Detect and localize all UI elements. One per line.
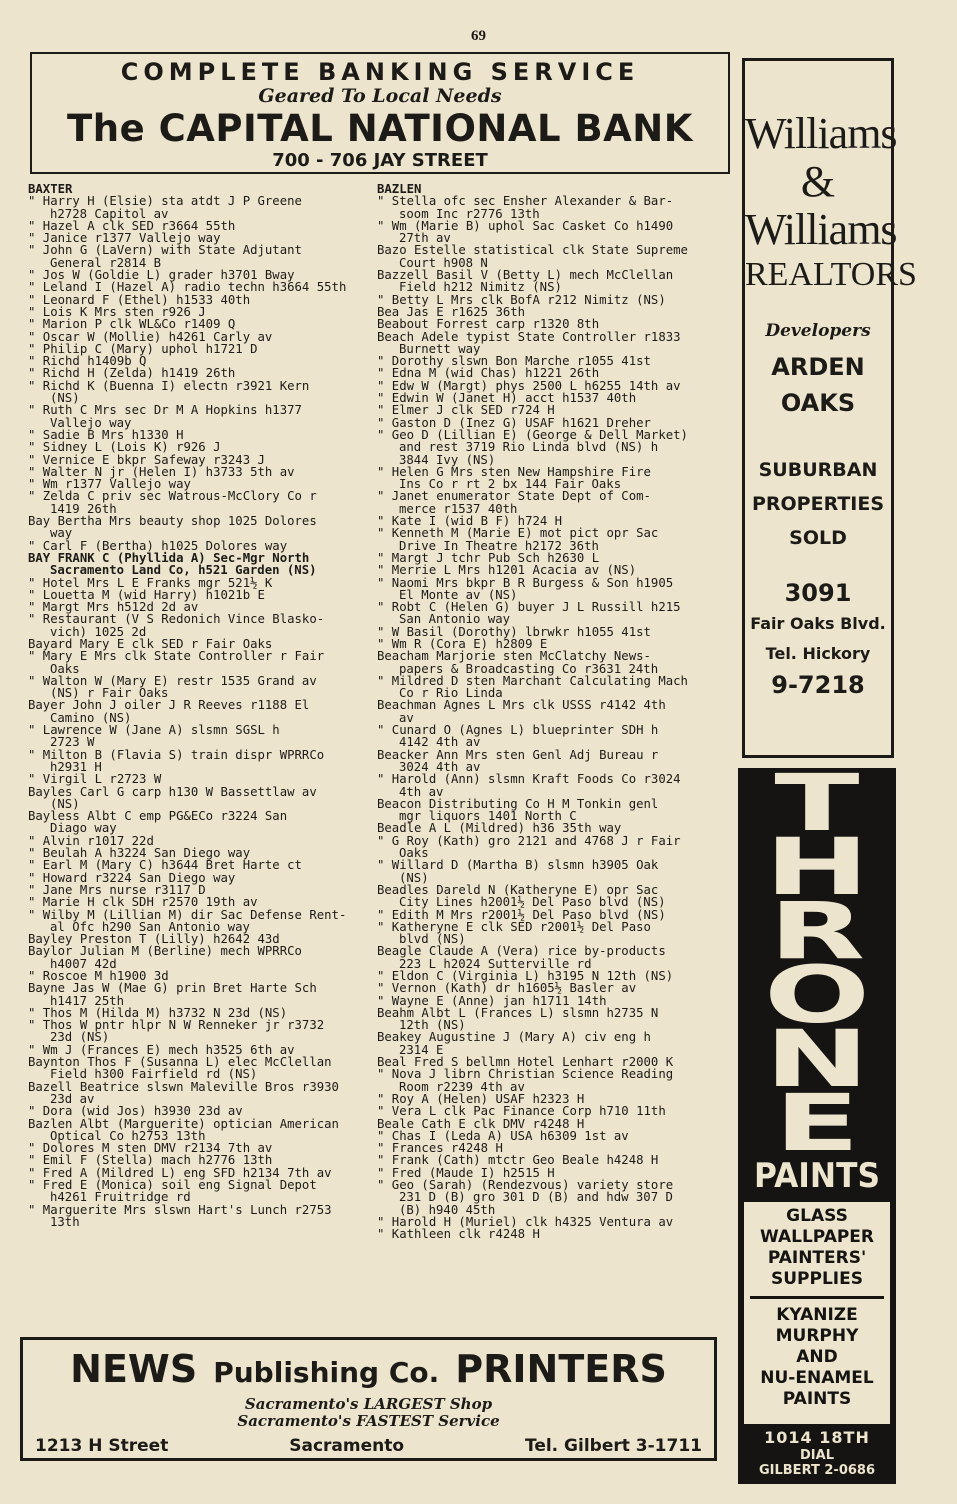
directory-line: Beabout Forrest carp r1320 8th: [377, 317, 600, 332]
directory-line: Beale Cath E clk DMV r4248 H: [377, 1116, 585, 1131]
directory-line: " Chas I (Leda A) USA h6309 1st av: [377, 1128, 629, 1143]
throne-wallpaper: WALLPAPER: [759, 1227, 875, 1247]
realtor-ampersand: &: [800, 157, 836, 206]
realtor-phone: 9-7218: [771, 671, 865, 699]
throne-letter: H: [764, 823, 870, 913]
realtor-name-1: Williams: [745, 109, 897, 158]
printers-footer: [35, 1435, 702, 1457]
directory-line: " Katheryne E clk SED r2001½ Del Paso: [377, 919, 651, 934]
directory-line: Vallejo way: [50, 415, 132, 430]
directory-line: Bea Jas E r1625 36th: [377, 304, 526, 319]
directory-line: " Janet enumerator State Dept of Com-: [377, 489, 651, 504]
directory-line: General r2814 B: [50, 255, 162, 270]
directory-line: " Kenneth M (Marie E) mot pict opr Sac: [377, 526, 659, 541]
directory-line: Beahm Albt L (Frances L) slsmn h2735 N: [377, 1005, 659, 1020]
directory-line: merce r1537 40th: [399, 501, 518, 516]
directory-line: Camino (NS): [50, 710, 132, 725]
directory-line: Bayles Carl G carp h130 W Bassettlaw av: [28, 784, 317, 799]
directory-line: " Wm R (Cora E) h2809 E: [377, 636, 548, 651]
directory-line: 1419 26th: [50, 501, 117, 516]
throne-and: AND: [796, 1347, 838, 1367]
directory-line: (NS) r Fair Oaks: [50, 686, 169, 701]
directory-line: 2723 W: [50, 735, 95, 750]
directory-line: 23d (NS): [50, 1030, 110, 1045]
directory-line: " Wilby M (Lillian M) dir Sac Defense Rent-: [28, 907, 347, 922]
directory-line: " Carl F (Bertha) h1025 Dolores way: [28, 538, 288, 553]
directory-line: " Ruth C Mrs sec Dr M A Hopkins h1377: [28, 403, 302, 418]
directory-line: " Geo (Sarah) (Rendezvous) variety store: [377, 1178, 674, 1193]
directory-line: " Edna M (wid Chas) h1221 26th: [377, 366, 600, 381]
directory-line: " Zelda C priv sec Watrous-McClory Co r: [28, 489, 317, 504]
directory-line: " Marguerite Mrs slswn Hart's Lunch r2753: [28, 1202, 332, 1217]
directory-line: blvd (NS): [399, 932, 466, 947]
directory-line: " Lois K Mrs sten r926 J: [28, 304, 206, 319]
directory-line: " Wm r1377 Vallejo way: [28, 477, 191, 492]
directory-line: Bay Bertha Mrs beauty shop 1025 Dolores: [28, 514, 317, 529]
printers-tagline-2: Sacramento's FASTEST Service: [237, 1412, 500, 1430]
directory-line: " Hazel A clk SED r3664 55th: [28, 218, 236, 233]
directory-line: soom Inc r2776 13th: [399, 206, 540, 221]
directory-line: " Harry H (Elsie) sta atdt J P Greene: [28, 194, 302, 209]
directory-line: " Fred A (Mildred L) eng SFD h2134 7th av: [28, 1165, 332, 1180]
directory-line: " Merrie L Mrs h1201 Acacia av (NS): [377, 563, 637, 578]
directory-line: " Roscoe M h1900 3d: [28, 969, 169, 983]
directory-line: Field h212 Nimitz (NS): [399, 280, 562, 295]
directory-line: " Sadie B Mrs h1330 H: [28, 427, 184, 442]
directory-line: " Edw W (Margt) phys 2500 L h6255 14th av: [377, 378, 681, 393]
throne-address: 1014 18TH: [764, 1428, 870, 1447]
directory-line: al Ofc h290 San Antonio way: [50, 919, 250, 934]
realtor-title: REALTORS: [745, 256, 917, 293]
directory-line: " Harold (Ann) slsmn Kraft Foods Co r3024: [377, 772, 681, 787]
directory-line: " Thos W pntr hlpr N W Renneker jr r3732: [28, 1018, 325, 1033]
printers-headline: [33, 1346, 704, 1393]
throne-letter: R: [768, 887, 866, 977]
directory-line: Bazo Estelle statistical clk State Supreme: [377, 243, 688, 258]
directory-line: 4th av: [399, 784, 444, 799]
directory-line: " Janice r1377 Vallejo way: [28, 231, 221, 246]
directory-line: " Virgil L r2723 W: [28, 772, 162, 787]
directory-line: " Helen G Mrs sten New Hampshire Fire: [377, 464, 651, 479]
directory-line: " Mildred D sten Marchant Calculating Mach: [377, 673, 688, 688]
directory-line: " Oscar W (Mollie) h4261 Carly av: [28, 329, 273, 344]
directory-line: " Naomi Mrs bkpr B R Burgess & Son h1905: [377, 575, 674, 590]
directory-line: Beacon Distributing Co H M Tonkin genl: [377, 796, 659, 811]
bank-ad-tagline: Geared To Local Needs: [258, 85, 502, 107]
directory-line: Bayard Mary E clk SED r Fair Oaks: [28, 636, 273, 651]
directory-line: Beal Fred S bellmn Hotel Lenhart r2000 K: [377, 1055, 674, 1070]
directory-line: Baylor Julian M (Berline) mech WPRRCo: [28, 944, 302, 959]
directory-line: " Sidney L (Lois K) r926 J: [28, 440, 221, 455]
throne-divider: [750, 1296, 884, 1299]
directory-line: Beacham Marjorie sten McClatchy News-: [377, 649, 651, 664]
directory-line: City Lines h2001½ Del Paso blvd (NS): [399, 895, 666, 910]
throne-supplies: SUPPLIES: [771, 1269, 863, 1289]
directory-line: " Richd K (Buenna I) electn r3921 Kern: [28, 378, 310, 393]
realtor-tel: Tel. Hickory: [765, 644, 871, 663]
printers-advertisement: [20, 1337, 717, 1461]
directory-line: " Philip C (Mary) uphol h1721 D: [28, 341, 258, 356]
directory-line: " Emil F (Stella) mach h2776 13th: [28, 1153, 273, 1168]
throne-phone: GILBERT 2-0686: [758, 1463, 876, 1478]
directory-line: " Alvin r1017 22d: [28, 833, 154, 848]
directory-line: h4007 42d: [50, 956, 117, 971]
directory-line: " Kate I (wid B F) h724 H: [377, 514, 563, 529]
directory-line: h1417 25th: [50, 993, 125, 1008]
throne-paints-small: PAINTS: [782, 1389, 852, 1409]
directory-line: Bazlen Albt (Marguerite) optician American: [28, 1116, 339, 1131]
directory-line: BAY FRANK C (Phyllida A) Sec-Mgr North: [28, 550, 310, 565]
directory-line: " Margt J tchr Pub Sch h2630 L: [377, 550, 600, 565]
directory-line: " G Roy (Kath) gro 2121 and 4768 J r Fair: [377, 833, 681, 848]
directory-line: 27th av: [399, 231, 451, 246]
directory-line: h2931 H: [50, 759, 102, 774]
directory-line: Beach Adele typist State Controller r1833: [377, 329, 681, 344]
directory-line: Beagle Claude A (Vera) rice by-products: [377, 944, 666, 959]
throne-letter: O: [763, 951, 871, 1041]
directory-line: " Leland I (Hazel A) radio techn h3664 55th: [28, 280, 347, 295]
directory-line: Room r2239 4th av: [399, 1079, 525, 1094]
directory-line: " Jane Mrs nurse r3117 D: [28, 882, 206, 897]
directory-line: BAZLEN: [377, 183, 422, 196]
printers-city: Sacramento: [289, 1436, 405, 1456]
directory-line: 2314 E: [399, 1042, 444, 1057]
directory-line: " Vernon (Kath) dr h1605½ Basler av: [377, 981, 637, 996]
directory-line: " Lawrence W (Jane A) slsmn SGSL h: [28, 723, 280, 738]
directory-line: " Frances r4248 H: [377, 1141, 503, 1156]
directory-column-middle: [377, 183, 715, 1326]
directory-line: " Louetta M (wid Harry) h1021b E: [28, 587, 265, 602]
printers-title: PRINTERS: [455, 1347, 667, 1391]
directory-line: El Monte av (NS): [399, 587, 518, 602]
directory-line: (NS): [50, 796, 80, 811]
directory-line: " Jos W (Goldie L) grader h3701 Bway: [28, 268, 295, 283]
directory-line: Co r Rio Linda: [399, 686, 503, 701]
directory-line: mgr liquors 1401 North C: [399, 809, 577, 824]
directory-line: " Richd h1409b Q: [28, 354, 147, 369]
directory-line: " Dolores M sten DMV r2134 7th av: [28, 1141, 273, 1156]
directory-line: " Robt C (Helen G) buyer J L Russill h215: [377, 600, 681, 615]
directory-line: " Wm J (Frances E) mech h3525 6th av: [28, 1042, 295, 1057]
directory-line: " Fred (Maude I) h2515 H: [377, 1165, 555, 1180]
directory-line: BAXTER: [28, 183, 73, 196]
directory-line: " Roy A (Helen) USAF h2323 H: [377, 1091, 585, 1106]
directory-line: (NS): [399, 870, 429, 885]
directory-line: " Vernice E bkpr Safeway r3243 J: [28, 452, 265, 467]
directory-line: " Fred E (Monica) soil eng Signal Depot: [28, 1178, 317, 1193]
directory-line: Optical Co h2753 13th: [50, 1128, 206, 1143]
directory-line: Beadle A L (Mildred) h36 35th way: [377, 821, 622, 836]
bank-advertisement: [30, 52, 730, 174]
directory-line: " Margt Mrs h512d 2d av: [28, 600, 199, 615]
directory-line: " Beulah A h3224 San Diego way: [28, 846, 251, 861]
directory-line: " Walter N jr (Helen I) h3733 5th av: [28, 464, 295, 479]
directory-line: Sacramento Land Co, h521 Garden (NS): [50, 563, 317, 578]
directory-line: " Edwin W (Janet H) acct h1537 40th: [377, 391, 637, 406]
directory-line: " Richd H (Zelda) h1419 26th: [28, 366, 236, 381]
directory-line: " Nova J librn Christian Science Reading: [377, 1067, 674, 1082]
directory-line: 223 L h2024 Sutterville rd: [399, 956, 592, 971]
directory-line: " Cunard O (Agnes L) blueprinter SDH h: [377, 723, 659, 738]
throne-painters: PAINTERS': [767, 1248, 867, 1268]
directory-line: and rest 3719 Rio Linda blvd (NS) h: [399, 440, 659, 455]
throne-glass: GLASS: [786, 1206, 848, 1226]
directory-line: " Stella ofc sec Ensher Alexander & Bar-: [377, 194, 674, 209]
directory-line: " Elmer J clk SED r724 H: [377, 403, 555, 418]
directory-line: Bayer John J oiler J R Reeves r1188 El: [28, 698, 310, 713]
directory-line: 4142 4th av: [399, 735, 481, 750]
printers-phone: Tel. Gilbert 3-1711: [524, 1436, 702, 1456]
realtor-street: Fair Oaks Blvd.: [750, 614, 886, 633]
directory-line: " Harold H (Muriel) clk h4325 Ventura av: [377, 1214, 674, 1229]
directory-line: Beacker Ann Mrs sten Genl Adj Bureau r: [377, 747, 659, 762]
directory-column-left: [28, 183, 366, 1326]
throne-logo: [742, 772, 892, 1154]
directory-line: " Kathleen clk r4248 H: [377, 1227, 540, 1242]
page-number: 69: [471, 28, 486, 44]
throne-letter: T: [774, 772, 860, 849]
directory-line: " Betty L Mrs clk BofA r212 Nimitz (NS): [377, 292, 666, 307]
realtor-sold: SOLD: [789, 527, 847, 549]
realtor-suburban: SUBURBAN: [758, 459, 878, 481]
directory-line: " Marie H clk SDH r2570 19th av: [28, 895, 258, 910]
throne-products: [744, 1202, 890, 1424]
directory-line: (NS): [50, 391, 80, 406]
directory-line: " Milton B (Flavia S) train dispr WPRRCo: [28, 747, 325, 762]
directory-line: " Leonard F (Ethel) h1533 40th: [28, 292, 251, 307]
directory-line: " Dorothy slswn Bon Marche r1055 41st: [377, 354, 651, 369]
realtor-arden: ARDEN: [771, 353, 865, 381]
directory-line: Field h300 Fairfield rd (NS): [50, 1067, 258, 1082]
directory-line: Oaks: [399, 846, 429, 861]
bank-name: The CAPITAL NATIONAL BANK: [67, 107, 693, 150]
throne-paints-advertisement: [738, 768, 896, 1484]
directory-line: " Eldon C (Virginia L) h3195 N 12th (NS): [377, 969, 674, 983]
directory-line: " Restaurant (V S Redonich Vince Blasko-: [28, 612, 325, 627]
directory-line: " W Basil (Dorothy) lbrwkr h1055 41st: [377, 624, 651, 639]
realtor-advertisement: [742, 58, 917, 758]
directory-line: Bayley Preston T (Lilly) h2642 43d: [28, 932, 280, 947]
throne-nuenamel: NU-ENAMEL: [760, 1368, 874, 1388]
directory-line: " Geo D (Lillian E) (George & Dell Market): [377, 427, 688, 442]
directory-line: " Willard D (Martha B) slsmn h3905 Oak: [377, 858, 659, 873]
throne-letter: N: [764, 1015, 870, 1105]
directory-line: " Mary E Mrs clk State Controller r Fair: [28, 649, 325, 664]
bank-ad-headline: COMPLETE BANKING SERVICE: [120, 58, 640, 86]
directory-line: San Antonio way: [399, 612, 511, 627]
directory-line: 13th: [50, 1214, 80, 1229]
directory-line: " Wayne E (Anne) jan h1711 14th: [377, 993, 607, 1008]
directory-line: Beadles Dareld N (Katheryne E) opr Sac: [377, 882, 659, 897]
directory-line: Drive In Theatre h2172 36th: [399, 538, 599, 553]
directory-line: Bazell Beatrice slswn Maleville Bros r3930: [28, 1079, 339, 1094]
directory-line: h2728 Capitol av: [50, 206, 169, 221]
directory-line: " Frank (Cath) mtctr Geo Beale h4248 H: [377, 1153, 659, 1168]
throne-murphy: MURPHY: [775, 1326, 859, 1346]
throne-contact: [738, 1428, 896, 1478]
throne-dial: DIAL: [800, 1448, 834, 1463]
directory-line: av: [399, 710, 414, 725]
directory-line: Beakey Augustine J (Mary A) civ eng h: [377, 1030, 651, 1045]
directory-line: " Howard r3224 San Diego way: [28, 870, 236, 885]
directory-line: 23d av: [50, 1091, 95, 1106]
directory-line: Beachman Agnes L Mrs clk USSS r4142 4th: [377, 698, 666, 713]
directory-line: vich) 1025 2d: [50, 624, 147, 639]
directory-line: papers & Broadcasting Co r3631 24th: [399, 661, 659, 676]
directory-line: " Dora (wid Jos) h3930 23d av: [28, 1104, 243, 1119]
directory-line: Bazzell Basil V (Betty L) mech McClellan: [377, 268, 674, 283]
realtor-developers: Developers: [765, 321, 871, 341]
printers-news: NEWS: [70, 1347, 198, 1391]
directory-line: Bayne Jas W (Mae G) prin Bret Harte Sch: [28, 981, 317, 996]
directory-line: " Gaston D (Inez G) USAF h1621 Dreher: [377, 415, 651, 430]
directory-line: (B) h940 45th: [399, 1202, 496, 1217]
throne-paints-label: PAINTS: [754, 1156, 880, 1196]
directory-line: 231 D (B) gro 301 D (B) and hdw 307 D: [399, 1190, 673, 1205]
bank-address: 700 - 706 JAY STREET: [272, 150, 488, 171]
directory-line: Diago way: [50, 821, 117, 836]
directory-line: way: [50, 526, 73, 541]
realtor-oaks: OAKS: [780, 389, 856, 417]
directory-line: Oaks: [50, 661, 80, 676]
directory-line: h4261 Fruitridge rd: [50, 1190, 191, 1205]
directory-line: Ins Co r rt 2 bx 144 Fair Oaks: [399, 477, 622, 492]
directory-line: " Marion P clk WL&Co r1409 Q: [28, 317, 236, 332]
printers-tagline-1: Sacramento's LARGEST Shop: [244, 1395, 493, 1413]
realtor-street-number: 3091: [784, 579, 852, 607]
directory-line: 3024 4th av: [399, 759, 481, 774]
realtor-properties: PROPERTIES: [751, 493, 885, 515]
printers-publishing: Publishing Co.: [213, 1356, 440, 1389]
directory-line: 3844 Ivy (NS): [399, 452, 496, 467]
directory-line: " Thos M (Hilda M) h3732 N 23d (NS): [28, 1005, 288, 1020]
directory-line: " Edith M Mrs r2001½ Del Paso blvd (NS): [377, 907, 666, 922]
directory-line: Court h908 N: [399, 255, 488, 270]
directory-line: " Earl M (Mary C) h3644 Bret Harte ct: [28, 858, 302, 873]
throne-kyanize: KYANIZE: [776, 1305, 858, 1325]
printers-street: 1213 H Street: [35, 1436, 169, 1456]
directory-line: " Walton W (Mary E) restr 1535 Grand av: [28, 673, 317, 688]
directory-line: Bayless Albt C emp PG&ECo r3224 San: [28, 809, 288, 824]
directory-line: " John G (LaVern) with State Adjutant: [28, 243, 302, 258]
directory-line: Baynton Thos F (Susanna L) elec McClellan: [28, 1055, 332, 1070]
directory-line: " Hotel Mrs L E Franks mgr 521½ K: [28, 575, 273, 590]
directory-line: " Vera L clk Pac Finance Corp h710 11th: [377, 1104, 666, 1119]
realtor-name-2: Williams: [745, 205, 897, 254]
directory-line: " Wm (Marie B) uphol Sac Casket Co h1490: [377, 218, 674, 233]
directory-line: Burnett way: [399, 341, 481, 356]
directory-line: 12th (NS): [399, 1018, 466, 1033]
throne-letter: E: [774, 1079, 860, 1154]
